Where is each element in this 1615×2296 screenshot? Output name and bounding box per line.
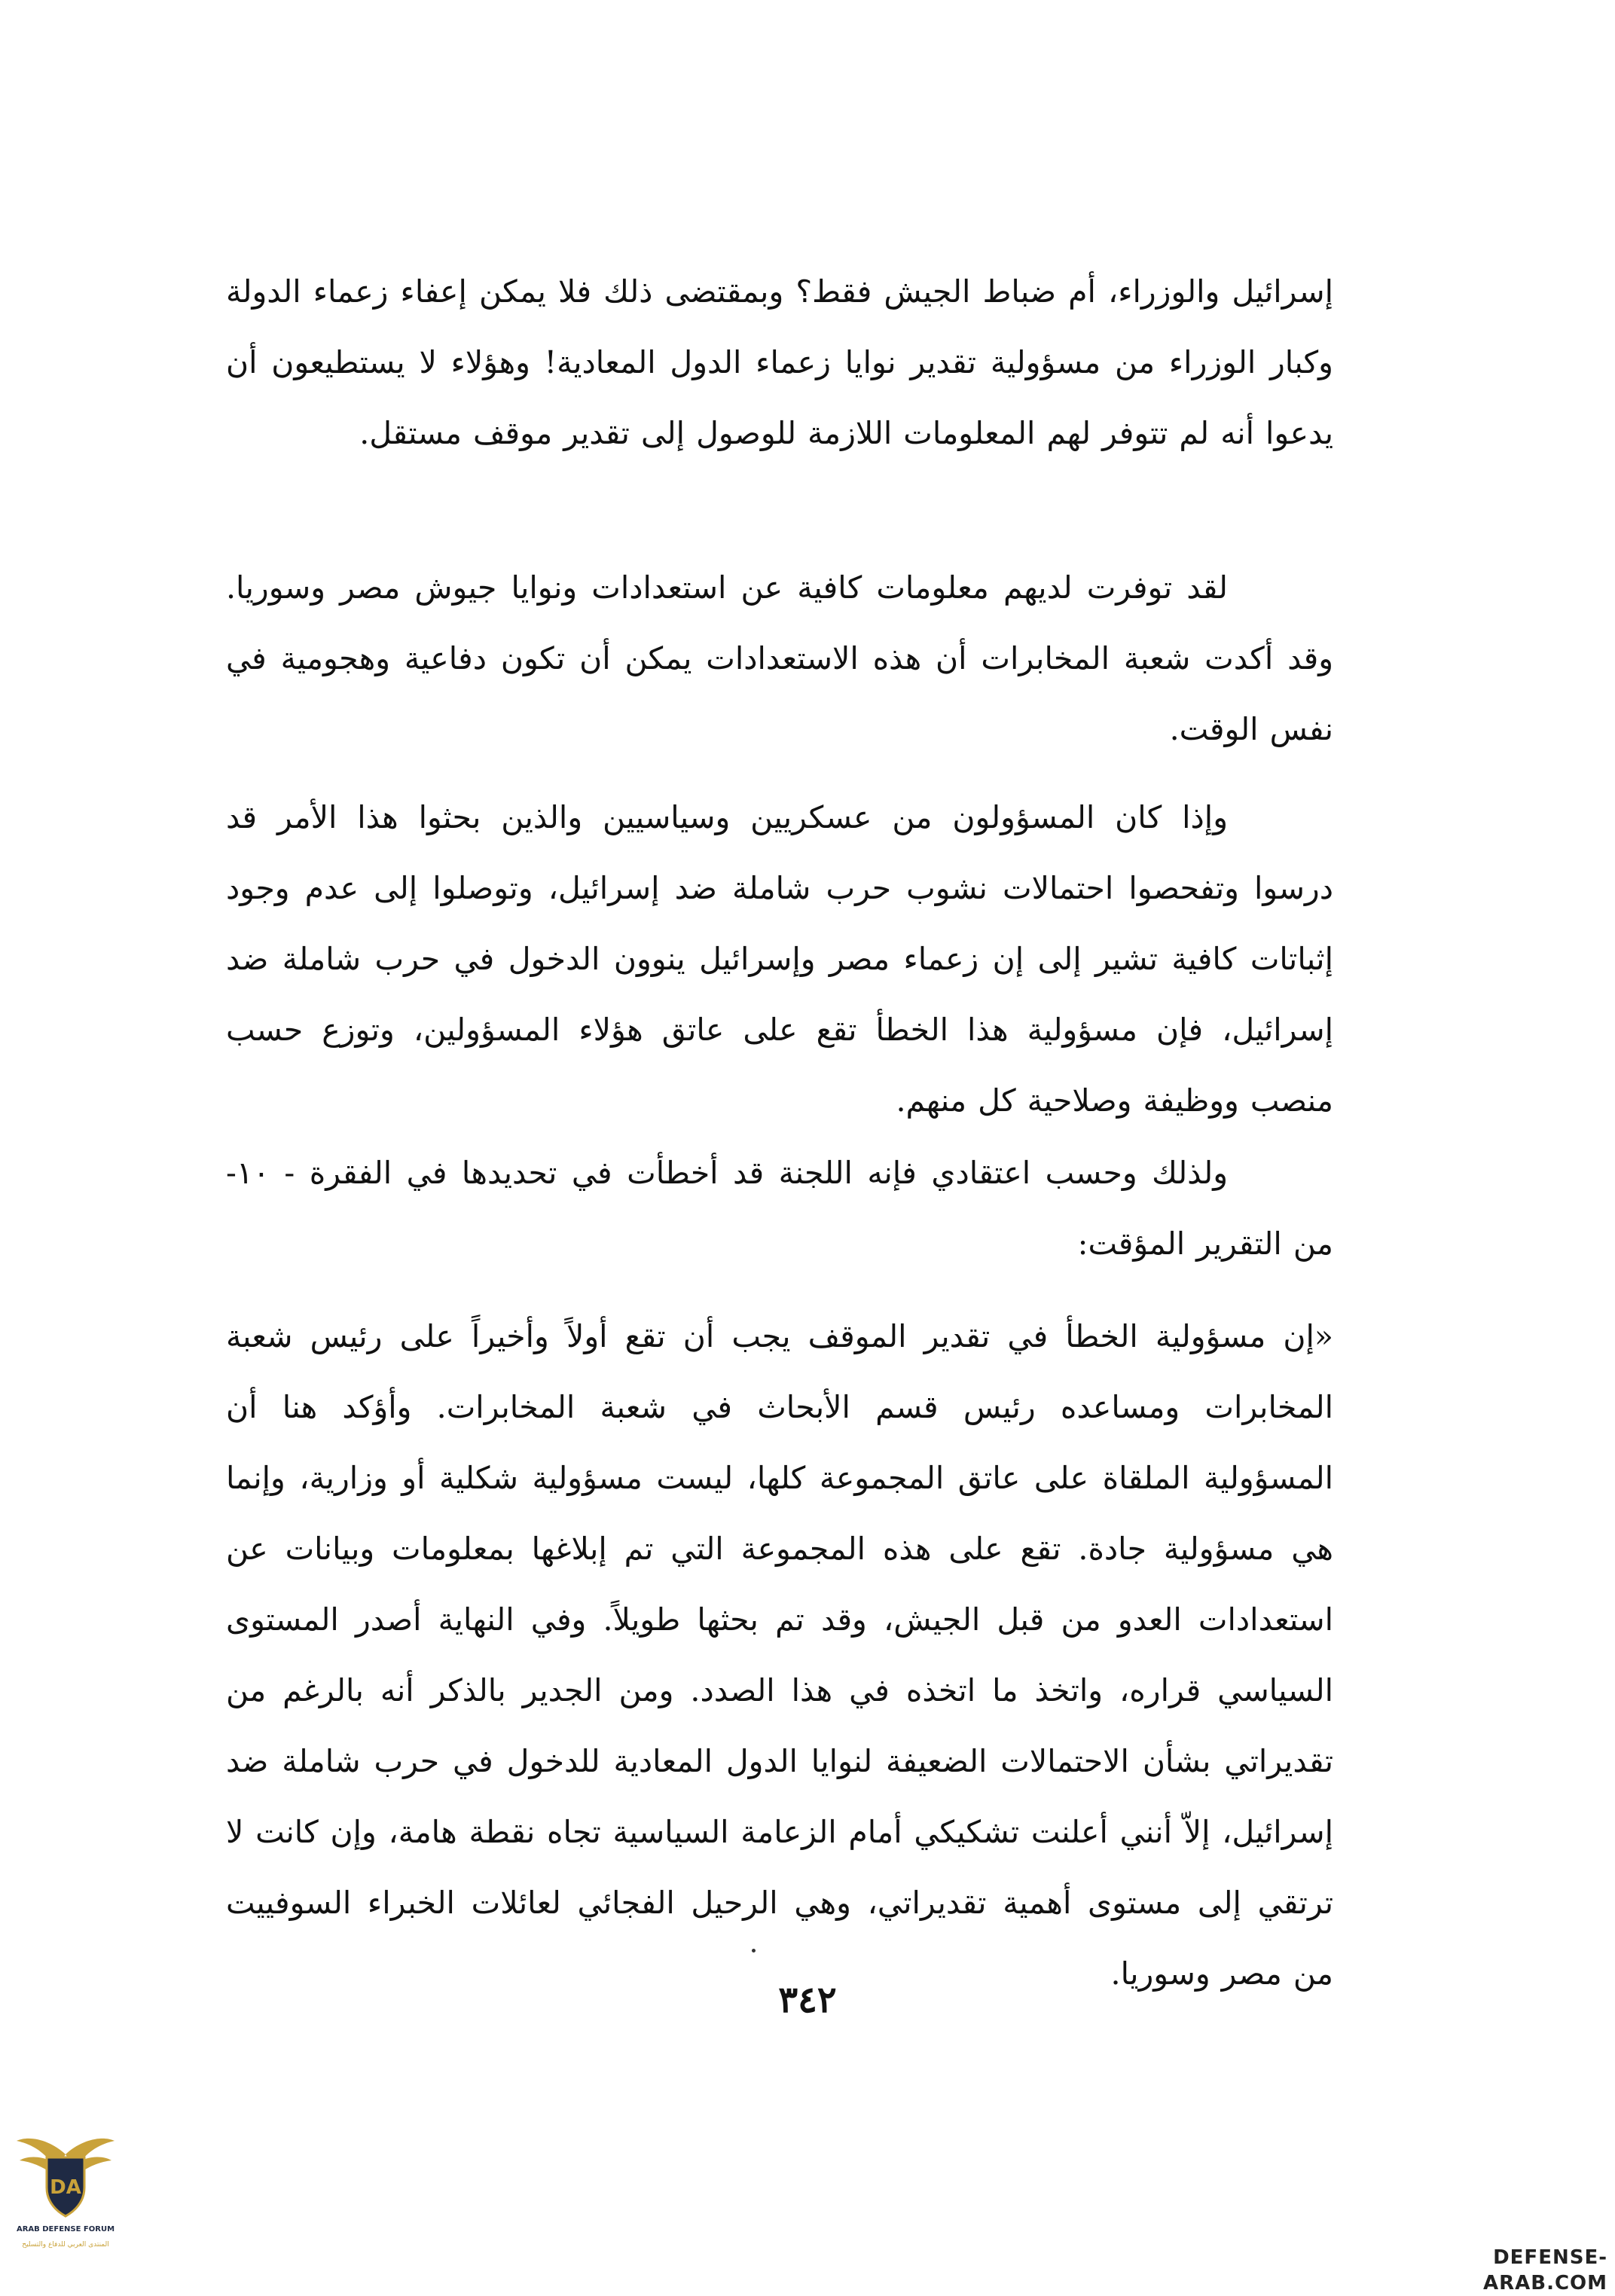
paragraph-1: إسرائيل والوزراء، أم ضباط الجيش فقط؟ وبمقتضى ذلك فلا يمكن إعفاء زعماء الدولة وكبار الوزراء من مسؤولية تقدير نوايا زعماء الدول المعادية! وهؤلاء لا يستطيعون أن يدعوا أنه لم تتوفر لهم المعلومات اللازمة للوصول إلى تقدير موقف مستقل.: [226, 273, 1333, 451]
logo-name: ARAB DEFENSE FORUM: [16, 2225, 115, 2233]
arab-defense-forum-logo: [14, 2118, 118, 2269]
quoted-paragraph: «إن مسؤولية الخطأ في تقدير الموقف يجب أن تقع أولاً وأخيراً على رئيس شعبة المخابرات ومساعده رئيس قسم الأبحاث في شعبة المخابرات. وأؤكد هنا أن المسؤولية الملقاة على عاتق المجموعة كلها، ليست مسؤولية شكلية أو وزارية، وإنما هي مسؤولية جادة. تقع على هذه المجموعة التي تم إبلاغها بمعلومات وبيانات عن استعدادات العدو من قبل الجيش، وقد تم بحثها طويلاً. وفي النهاية أصدر المستوى السياسي قراره، واتخذ ما اتخذه في هذا الصدد. ومن الجدير بالذكر أنه بالرغم من تقديراتي بشأن الاحتمالات الضعيفة لنوايا الدول المعادية للدخول في حرب شاملة ضد إسرائيل، إلاّ أنني أعلنت تشكيكي أمام الزعامة السياسية تجاه نقطة هامة، وإن كانت لا ترتقي إلى مستوى أهمية تقديراتي، وهي الرحيل الفجائي لعائلات الخبراء السوفييت من مصر وسوريا.: [226, 1318, 1333, 1992]
logo-initials: DA: [50, 2176, 81, 2199]
page-number: ٣٤٢: [778, 1979, 837, 2021]
paragraph-2: لقد توفرت لديهم معلومات كافية عن استعدادات ونوايا جيوش مصر وسوريا. وقد أكدت شعبة المخابرات أن هذه الاستعدادات يمكن أن تكون دفاعية وهجومية في نفس الوقت.: [226, 569, 1333, 747]
logo-arabic: المنتدى العربي للدفاع والتسليح: [22, 2241, 109, 2249]
watermark-site-text: DEFENSE-ARAB.COM: [1482, 2246, 1607, 2294]
paragraph-4: ولذلك وحسب اعتقادي فإنه اللجنة قد أخطأت في تحديدها في الفقرة - ١٠- من التقرير المؤقت:: [226, 1155, 1333, 1262]
stray-mark: [752, 1949, 756, 1953]
paragraph-3: وإذا كان المسؤولون من عسكريين وسياسيين والذين بحثوا هذا الأمر قد درسوا وتفحصوا احتمالات نشوب حرب شاملة ضد إسرائيل، وتوصلوا إلى عدم وجود إثباتات كافية تشير إلى إن زعماء مصر وإسرائيل ينوون الدخول في حرب شاملة ضد إسرائيل، فإن مسؤولية هذا الخطأ تقع على عاتق هؤلاء المسؤولين، وتوزع حسب منصب ووظيفة وصلاحية كل منهم.: [226, 799, 1333, 1119]
